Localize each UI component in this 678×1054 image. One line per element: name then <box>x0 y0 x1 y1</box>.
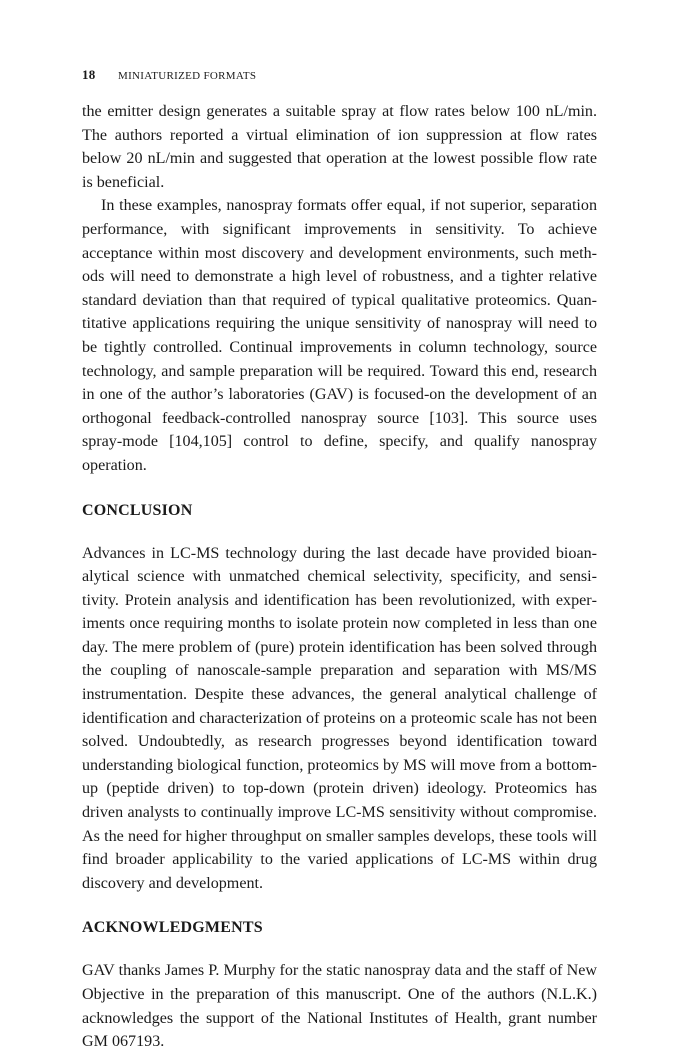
body-paragraph-continued: the emitter design generates a suitable spray at flow rates below 100 nL/min. The authors reported a virtual elimination of ion suppression at flow rates below 20 nL/min and suggested that operation at the lowest possible flow rate is beneficial. <box>82 103 597 191</box>
conclusion-paragraph: Advances in LC-MS technology during the last decade have provided bioanalytical science with unmatched chemical selectivity, specificity, and sensitivity. Protein analysis and identification has been revolutionized, with experiments once requiring months to isolate protein now completed in less than one day. The mere problem of (pure) protein identification has been solved through the coupling of nanoscale-sample preparation and separation with MS/MS instrumentation. Despite these advances, the general analytical challenge of identification and characterization of proteins on a proteomic scale has not been solved. Undoubtedly, as research progresses beyond identification toward understanding biological function, proteomics by MS will move from a bottom-up (peptide driven) to top-down (protein driven) ideology. Proteomics has driven analysts to continually improve LC-MS sensitivity without compromise. As the need for higher throughput on smaller samples develops, these tools will find broader applicability to the varied applications of LC-MS within drug discovery and development. <box>82 544 597 892</box>
heading-spacer <box>82 522 597 542</box>
body-paragraph-nanospray: In these examples, nanospray formats offer equal, if not superior, separation performance, with significant improvements in sensitivity. To achieve acceptance within most discovery and development environments, such methods will need to demonstrate a high level of robustness, and a tighter relative standard deviation than that required of typical qualitative proteomics. Quantitative applications requiring the unique sensitivity of nanospray will need to be tightly controlled. Continual improvements in column technology, source technology, and sample preparation will be required. Toward this end, research in one of the author’s laboratories (GAV) is focused-on the development of an orthogonal feedback-controlled nanospray source [103]. This source uses spray-mode [104,105] control to define, specify, and qualify nanospray operation. <box>82 197 597 474</box>
section-spacer <box>82 478 597 500</box>
acknowledgments-heading: ACKNOWLEDGMENTS <box>82 919 263 937</box>
running-title: MINIATURIZED FORMATS <box>118 70 257 82</box>
page-number: 18 <box>82 67 96 82</box>
acknowledgments-paragraph: GAV thanks James P. Murphy for the static nanospray data and the staff of New Objective in the preparation of this manuscript. One of the authors (N.L.K.) acknowledges the support of the National Institutes of Health, grant number GM 067193. <box>82 962 597 1051</box>
book-page <box>82 64 597 1054</box>
conclusion-heading: CONCLUSION <box>82 501 193 519</box>
section-spacer <box>82 895 597 917</box>
heading-spacer <box>82 939 597 959</box>
running-header <box>82 64 597 86</box>
